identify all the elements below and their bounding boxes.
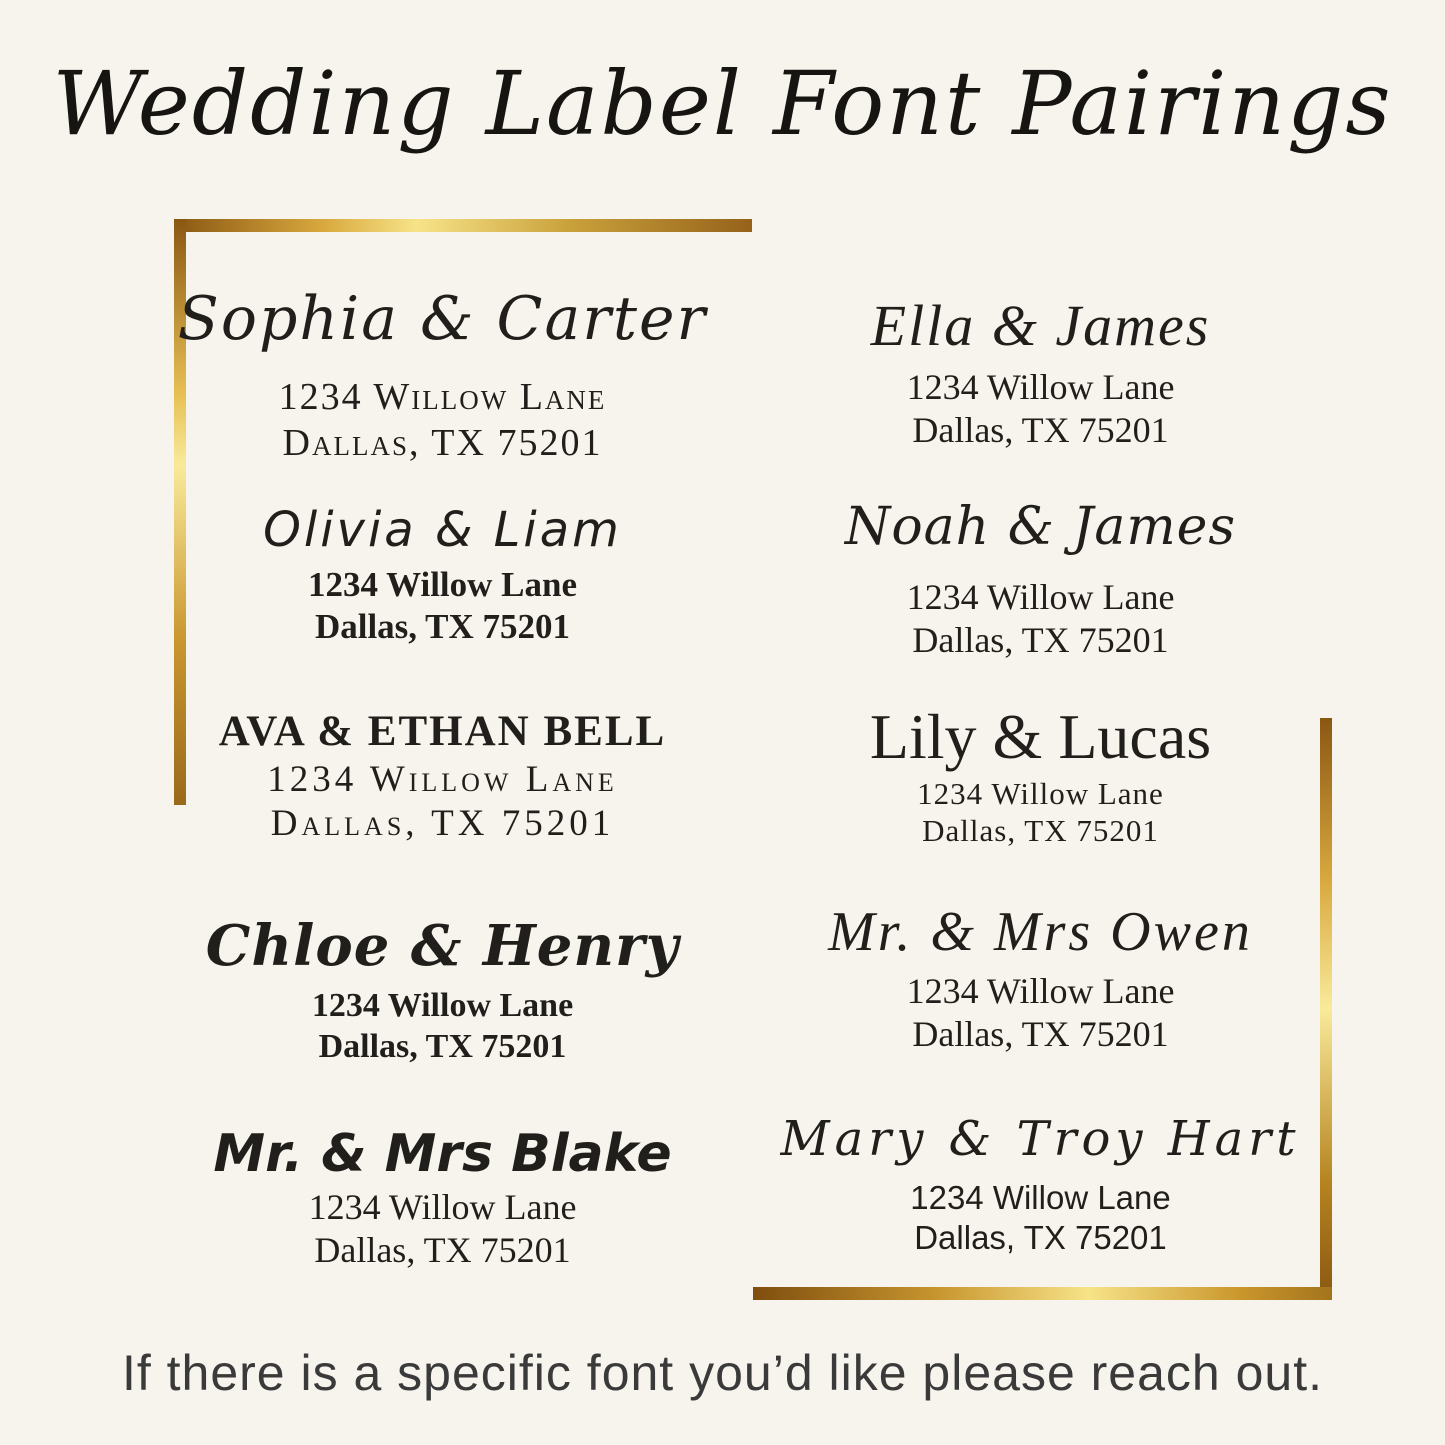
label-sample-mr-mrs-blake xyxy=(160,1122,725,1272)
address-line-2: Dallas, TX 75201 xyxy=(912,1014,1169,1055)
label-sample-ava-ethan-bell xyxy=(160,706,725,847)
gold-frame-top-left-horizontal xyxy=(174,219,752,232)
label-sample-sophia-carter xyxy=(160,263,725,466)
label-sample-lily-lucas xyxy=(758,699,1323,849)
address-line-2: Dallas, TX 75201 xyxy=(270,803,615,845)
address-line-2: Dallas, TX 75201 xyxy=(282,421,603,464)
address-line-2: Dallas, TX 75201 xyxy=(914,1218,1167,1256)
couple-name: Chloe & Henry xyxy=(205,913,680,979)
couple-name: Ella & James xyxy=(870,293,1211,358)
couple-name: Olivia & Liam xyxy=(263,502,622,558)
label-sample-mary-troy-hart xyxy=(758,1100,1323,1257)
address-line-1: 1234 Willow Lane xyxy=(906,367,1175,407)
address-line-1: 1234 Willow Lane xyxy=(917,776,1164,811)
address-line-2: Dallas, TX 75201 xyxy=(314,1230,571,1271)
address-line-2: Dallas, TX 75201 xyxy=(318,1027,567,1065)
address-line-1: 1234 Willow Lane xyxy=(308,1187,577,1227)
couple-name: Mr. & Mrs Blake xyxy=(213,1124,672,1184)
couple-name: Mary & Troy Hart xyxy=(780,1111,1301,1167)
address-line-1: 1234 Willow Lane xyxy=(906,577,1175,617)
page-title: Wedding Label Font Pairings xyxy=(52,52,1393,155)
address-line-1: 1234 Willow Lane xyxy=(307,565,578,604)
address-line-1: 1234 Willow Lane xyxy=(906,971,1175,1011)
footer-note: If there is a specific font you’d like please reach out. xyxy=(121,1345,1324,1401)
label-sample-chloe-henry xyxy=(160,906,725,1068)
address-line-1: 1234 Willow Lane xyxy=(267,759,618,800)
address-line-2: Dallas, TX 75201 xyxy=(912,620,1169,661)
couple-name: AVA & ETHAN BELL xyxy=(218,708,667,755)
couple-name: Noah & James xyxy=(844,497,1237,557)
address-line-2: Dallas, TX 75201 xyxy=(314,607,571,646)
label-sample-ella-james xyxy=(758,286,1323,452)
label-sample-mr-mrs-owen xyxy=(758,894,1323,1056)
couple-name: Sophia & Carter xyxy=(177,284,708,354)
couple-name: Lily & Lucas xyxy=(869,701,1212,772)
label-sample-olivia-liam xyxy=(160,496,725,648)
label-sample-noah-james xyxy=(758,478,1323,662)
address-line-2: Dallas, TX 75201 xyxy=(912,410,1169,451)
address-line-2: Dallas, TX 75201 xyxy=(922,813,1159,849)
couple-name: Mr. & Mrs Owen xyxy=(828,901,1253,963)
address-line-1: 1234 Willow Lane xyxy=(910,1179,1171,1216)
address-line-1: 1234 Willow Lane xyxy=(311,987,574,1024)
address-line-1: 1234 Willow Lane xyxy=(278,376,607,418)
gold-frame-bottom-right-horizontal xyxy=(753,1287,1332,1300)
